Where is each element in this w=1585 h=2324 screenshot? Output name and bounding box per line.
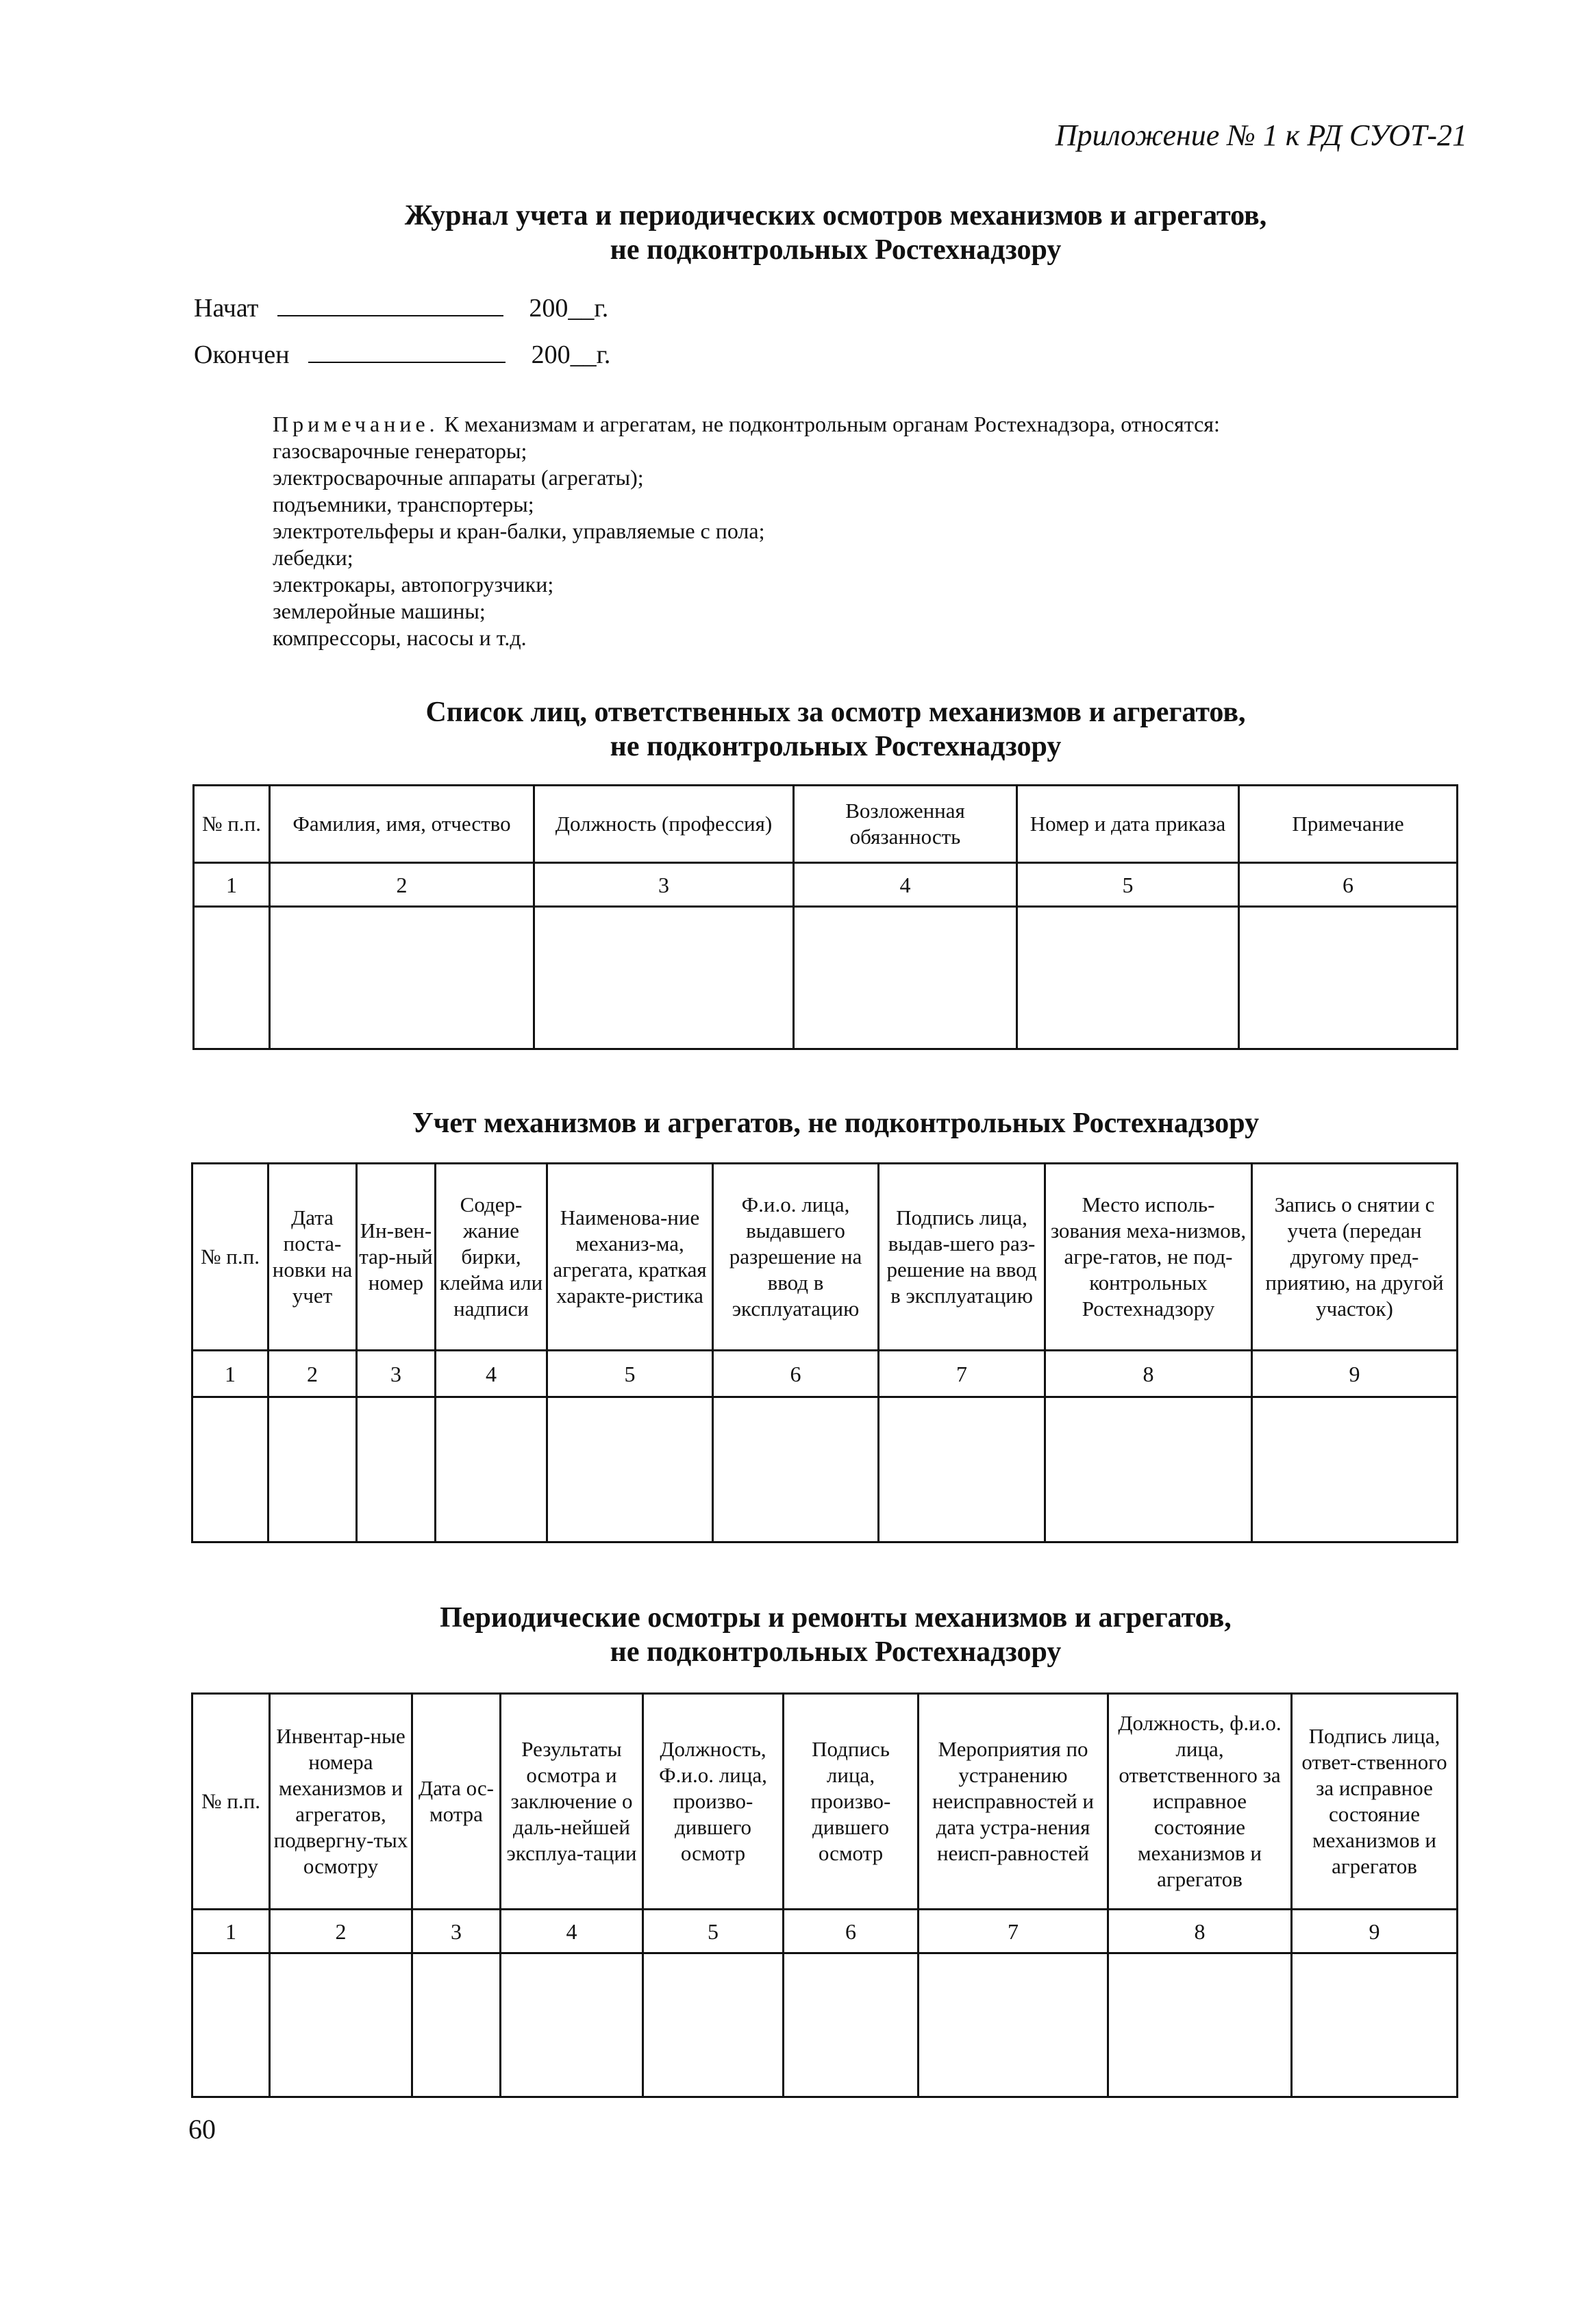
empty-cell[interactable] bbox=[357, 1397, 436, 1542]
column-header: Подпись лица, произво-дившего осмотр bbox=[784, 1694, 919, 1910]
title-line: не подконтрольных Ростехнадзору bbox=[610, 234, 1062, 266]
header-row bbox=[194, 786, 1458, 863]
column-number: 4 bbox=[501, 1910, 643, 1953]
empty-cell[interactable] bbox=[270, 907, 534, 1049]
column-number: 9 bbox=[1292, 1910, 1458, 1953]
empty-cell[interactable] bbox=[919, 1953, 1108, 2097]
empty-cell[interactable] bbox=[269, 1397, 357, 1542]
column-number: 1 bbox=[194, 863, 270, 907]
column-number: 8 bbox=[1045, 1351, 1252, 1397]
column-number: 9 bbox=[1252, 1351, 1458, 1397]
column-header: Подпись лица, ответ-ственного за исправное состояние механизмов и агрегатов bbox=[1292, 1694, 1458, 1910]
column-header: № п.п. bbox=[192, 1694, 270, 1910]
column-number: 5 bbox=[1017, 863, 1239, 907]
column-number: 3 bbox=[534, 863, 794, 907]
finished-field bbox=[194, 340, 610, 370]
empty-cell[interactable] bbox=[794, 907, 1017, 1049]
empty-cell[interactable] bbox=[270, 1953, 412, 2097]
title-line: Список лиц, ответственных за осмотр механизмов и агрегатов, bbox=[425, 697, 1246, 728]
column-header: Должность, ф.и.о. лица, ответственного за исправное состояние механизмов и агрегатов bbox=[1108, 1694, 1292, 1910]
started-blank[interactable] bbox=[277, 295, 503, 316]
started-year: 200__г. bbox=[529, 294, 609, 323]
empty-cell[interactable] bbox=[192, 1953, 270, 2097]
registry-title: Учет механизмов и агрегатов, не подконтрольных Ростехнадзору bbox=[412, 1108, 1260, 1139]
column-number: 2 bbox=[270, 863, 534, 907]
inspections-table bbox=[191, 1692, 1458, 2098]
column-number: 6 bbox=[713, 1351, 879, 1397]
number-row bbox=[192, 1351, 1458, 1397]
note bbox=[273, 411, 1220, 651]
note-item: лебедки; bbox=[273, 545, 353, 570]
table-row bbox=[192, 1397, 1458, 1542]
column-header: № п.п. bbox=[194, 786, 270, 863]
note-prefix: Примечание. bbox=[273, 412, 439, 436]
column-header: Инвентар-ные номера механизмов и агрегатов, подвергну-тых осмотру bbox=[270, 1694, 412, 1910]
table-row bbox=[194, 907, 1458, 1049]
column-header: Должность, Ф.и.о. лица, произво-дившего осмотр bbox=[643, 1694, 784, 1910]
note-item: компрессоры, насосы и т.д. bbox=[273, 625, 527, 650]
empty-cell[interactable] bbox=[194, 907, 270, 1049]
title-line: не подконтрольных Ростехнадзору bbox=[610, 731, 1062, 762]
column-header: Номер и дата приказа bbox=[1017, 786, 1239, 863]
empty-cell[interactable] bbox=[547, 1397, 713, 1542]
appendix-label: Приложение № 1 к РД СУОТ-21 bbox=[1055, 118, 1467, 152]
column-number: 7 bbox=[879, 1351, 1045, 1397]
column-header: № п.п. bbox=[192, 1164, 269, 1351]
inspections-title bbox=[0, 1601, 1585, 1669]
column-number: 5 bbox=[643, 1910, 784, 1953]
note-item: газосварочные генераторы; bbox=[273, 438, 527, 463]
column-number: 1 bbox=[192, 1910, 270, 1953]
column-header: Запись о снятии с учета (передан другому пред-приятию, на другой участок) bbox=[1252, 1164, 1458, 1351]
responsible-persons-table bbox=[192, 784, 1458, 1050]
column-header: Должность (профессия) bbox=[534, 786, 794, 863]
column-number: 2 bbox=[270, 1910, 412, 1953]
finished-blank[interactable] bbox=[308, 341, 506, 363]
column-header: Место исполь-зования меха-низмов, агре-гатов, не под-контрольных Ростехнадзору bbox=[1045, 1164, 1252, 1351]
empty-cell[interactable] bbox=[1045, 1397, 1252, 1542]
column-header: Фамилия, имя, отчество bbox=[270, 786, 534, 863]
column-header: Ин-вен-тар-ный номер bbox=[357, 1164, 436, 1351]
journal-title bbox=[0, 199, 1585, 267]
column-header: Ф.и.о. лица, выдавшего разрешение на ввод в эксплуатацию bbox=[713, 1164, 879, 1351]
empty-cell[interactable] bbox=[501, 1953, 643, 2097]
empty-cell[interactable] bbox=[879, 1397, 1045, 1542]
column-number: 3 bbox=[412, 1910, 501, 1953]
empty-cell[interactable] bbox=[534, 907, 794, 1049]
column-number: 4 bbox=[794, 863, 1017, 907]
empty-cell[interactable] bbox=[1292, 1953, 1458, 2097]
header-row bbox=[192, 1164, 1458, 1351]
note-item: землеройные машины; bbox=[273, 599, 486, 623]
note-item: электрокары, автопогрузчики; bbox=[273, 572, 554, 597]
number-row bbox=[192, 1910, 1458, 1953]
page-number: 60 bbox=[188, 2114, 216, 2145]
column-number: 8 bbox=[1108, 1910, 1292, 1953]
empty-cell[interactable] bbox=[1108, 1953, 1292, 2097]
column-number: 7 bbox=[919, 1910, 1108, 1953]
table-row bbox=[192, 1953, 1458, 2097]
column-number: 6 bbox=[1239, 863, 1458, 907]
column-number: 1 bbox=[192, 1351, 269, 1397]
header-row bbox=[192, 1694, 1458, 1910]
note-text: К механизмам и агрегатам, не подконтрольным органам Ростехнадзора, относятся: bbox=[438, 412, 1220, 436]
finished-year: 200__г. bbox=[531, 340, 611, 369]
title-line: Журнал учета и периодических осмотров механизмов и агрегатов, bbox=[404, 200, 1267, 232]
started-label: Начат bbox=[194, 294, 259, 323]
empty-cell[interactable] bbox=[713, 1397, 879, 1542]
empty-cell[interactable] bbox=[643, 1953, 784, 2097]
number-row bbox=[194, 863, 1458, 907]
finished-label: Окончен bbox=[194, 340, 290, 369]
started-field bbox=[194, 293, 608, 323]
column-header: Возложенная обязанность bbox=[794, 786, 1017, 863]
column-header: Подпись лица, выдав-шего раз-решение на ввод в эксплуатацию bbox=[879, 1164, 1045, 1351]
column-number: 2 bbox=[269, 1351, 357, 1397]
empty-cell[interactable] bbox=[1017, 907, 1239, 1049]
column-header: Содер-жание бирки, клейма или надписи bbox=[436, 1164, 547, 1351]
column-number: 6 bbox=[784, 1910, 919, 1953]
column-number: 3 bbox=[357, 1351, 436, 1397]
column-header: Результаты осмотра и заключение о даль-нейшей эксплуа-тации bbox=[501, 1694, 643, 1910]
column-header: Мероприятия по устранению неисправностей и дата устра-нения неисп-равностей bbox=[919, 1694, 1108, 1910]
column-header: Наименова-ние механиз-ма, агрегата, краткая характе-ристика bbox=[547, 1164, 713, 1351]
empty-cell[interactable] bbox=[192, 1397, 269, 1542]
empty-cell[interactable] bbox=[1252, 1397, 1458, 1542]
registry-table bbox=[191, 1162, 1458, 1543]
responsible-list-title bbox=[0, 695, 1585, 764]
title-line: Периодические осмотры и ремонты механизмов и агрегатов, bbox=[440, 1602, 1232, 1634]
column-header: Примечание bbox=[1239, 786, 1458, 863]
empty-cell[interactable] bbox=[412, 1953, 501, 2097]
column-header: Дата ос-мотра bbox=[412, 1694, 501, 1910]
title-line: не подконтрольных Ростехнадзору bbox=[610, 1636, 1062, 1668]
empty-cell[interactable] bbox=[784, 1953, 919, 2097]
note-item: электросварочные аппараты (агрегаты); bbox=[273, 465, 644, 490]
column-header: Дата поста-новки на учет bbox=[269, 1164, 357, 1351]
column-number: 4 bbox=[436, 1351, 547, 1397]
empty-cell[interactable] bbox=[1239, 907, 1458, 1049]
column-number: 5 bbox=[547, 1351, 713, 1397]
note-item: электротельферы и кран-балки, управляемые с пола; bbox=[273, 518, 765, 543]
note-item: подъемники, транспортеры; bbox=[273, 492, 534, 516]
empty-cell[interactable] bbox=[436, 1397, 547, 1542]
